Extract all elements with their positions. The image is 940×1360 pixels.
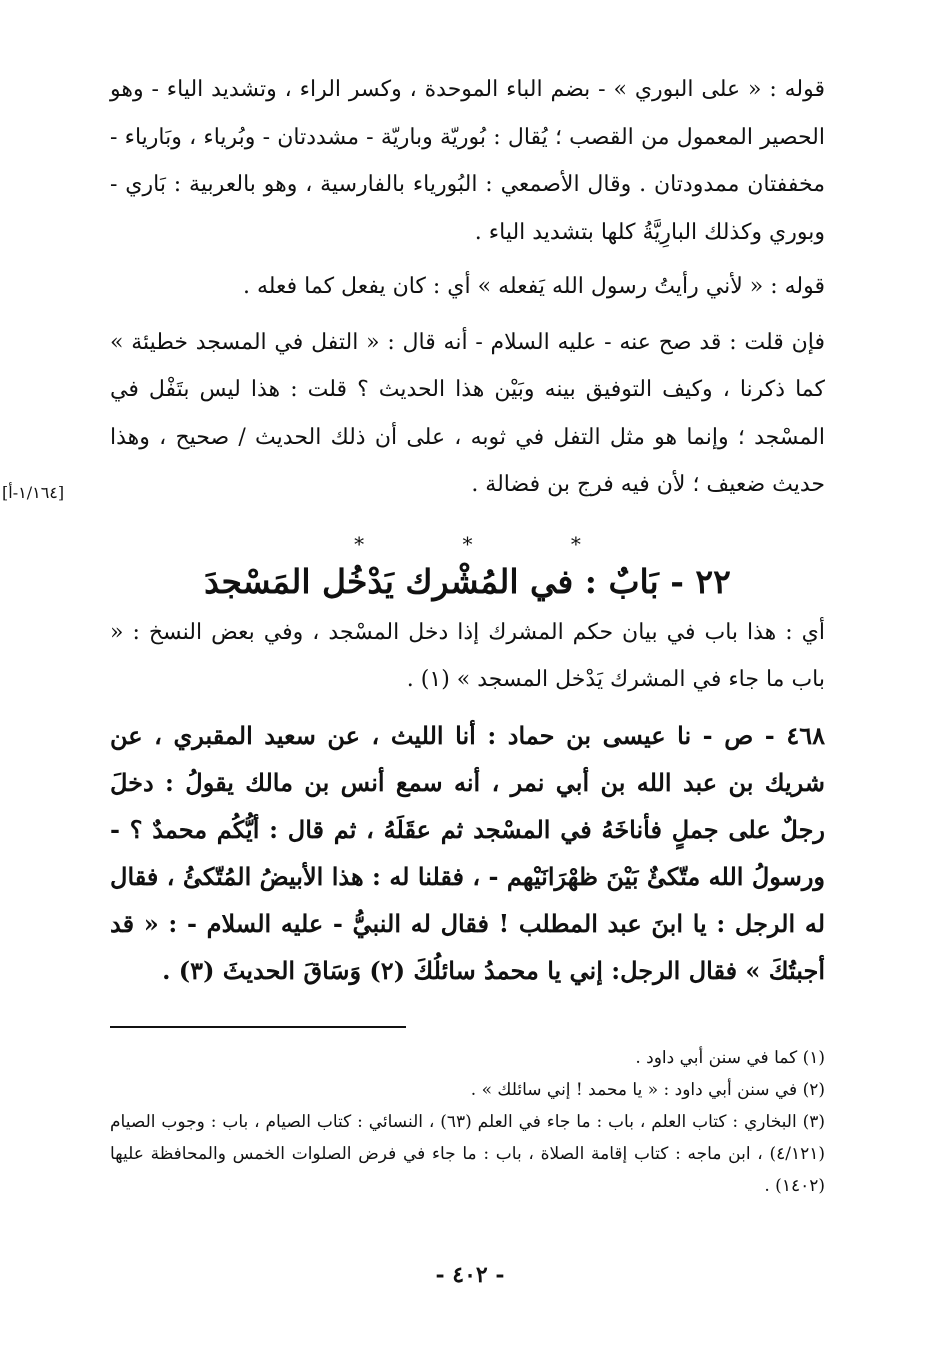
commentary-paragraph-1: قوله : « على البوري » - بضم الباء الموحدة ، وكسر الراء ، وتشديد الياء - وهو الحصير المعمول من القصب ؛ يُقال : بُوريّة وباريّة - مشددتان - وبُرياء ، وبَارياء - مخففتان ممدودتان . وقال الأصمعي : البُورياء بالفارسية ، وهو بالعربية : بَاري - وبوري وكذلك البارِيَّةُ كلها بتشديد الياء . <box>110 77 825 245</box>
footnote-3: (٣) البخاري : كتاب العلم ، باب : ما جاء في العلم (٦٣) ، النسائي : كتاب الصيام ، باب : وجوب الصيام (٤/١٢١) ، ابن ماجه : كتاب إقامة الصلاة ، باب : ما جاء في فرض الصلوات الخمس والمحافظة عليها (١٤٠٢) . <box>110 1111 825 1196</box>
commentary-paragraph-2: قوله : « لأني رأيتُ رسول الله يَفعله » أي : كان يفعل كما فعله . <box>242 274 825 299</box>
folio-margin-marker: [١/١٦٤-أ] <box>2 482 65 502</box>
chapter-heading: ٢٢ - بَابٌ : في المُشْرك يَدْخُل المَسْجدَ <box>204 561 731 601</box>
section-separator-stars: * * * <box>354 531 627 556</box>
commentary-paragraph-3-text: فإن قلت : قد صح عنه - عليه السلام - أنه قال : « التفل في المسجد خطيئة » كما ذكرنا ، وكيف التوفيق بينه وبَيْن هذا الحديث ؟ قلت : هذا ليس بتَفْل في المسْجد ؛ وإنما هو مثل التفل في ثوبه ، على أن ذلك الحديث / صحيح ، وهذا حديث ضعيف ؛ لأن فيه فرج بن فضالة . <box>110 329 825 497</box>
footnote-1: (١) كما في سنن أبي داود . <box>635 1047 825 1068</box>
chapter-intro: أي : هذا باب في بيان حكم المشرك إذا دخل المسْجد ، وفي بعض النسخ : « باب ما جاء في المشرك يَدْخل المسجد » (١) . <box>110 619 825 692</box>
footnote-separator <box>110 1026 406 1028</box>
page-body <box>2 66 825 1202</box>
hadith-text: ٤٦٨ - ص - نا عيسى بن حماد : أنا الليث ، عن سعيد المقبري ، عن شريك بن عبد الله بن أبي نمر ، أنه سمع أنس بن مالك يقولُ : دخلَ رجلٌ على جملٍ فأناخَهُ في المسْجد ثم عقَلَهُ ، ثم قال : أيُّكُم محمدٌ ؟ - ورسولُ الله متّكئٌ بَيْنَ ظهْرَانَيْهم - ، فقلنا له : هذا الأبيضُ المُتّكئُ ، فقال له الرجل : يا ابنَ عبد المطلب ! فقال له النبيُّ - عليه السلام - : « قد أجبتُكَ » فقال الرجل: إني يا محمدُ سائلُكَ (٢) وَسَاقَ الحديثَ (٣) . <box>110 720 825 985</box>
commentary-paragraph-3 <box>2 319 825 509</box>
footnote-2: (٢) في سنن أبي داود : « يا محمد ! إني سائلك » . <box>470 1079 825 1100</box>
page-number: - ٤٠٢ - <box>435 1262 505 1288</box>
